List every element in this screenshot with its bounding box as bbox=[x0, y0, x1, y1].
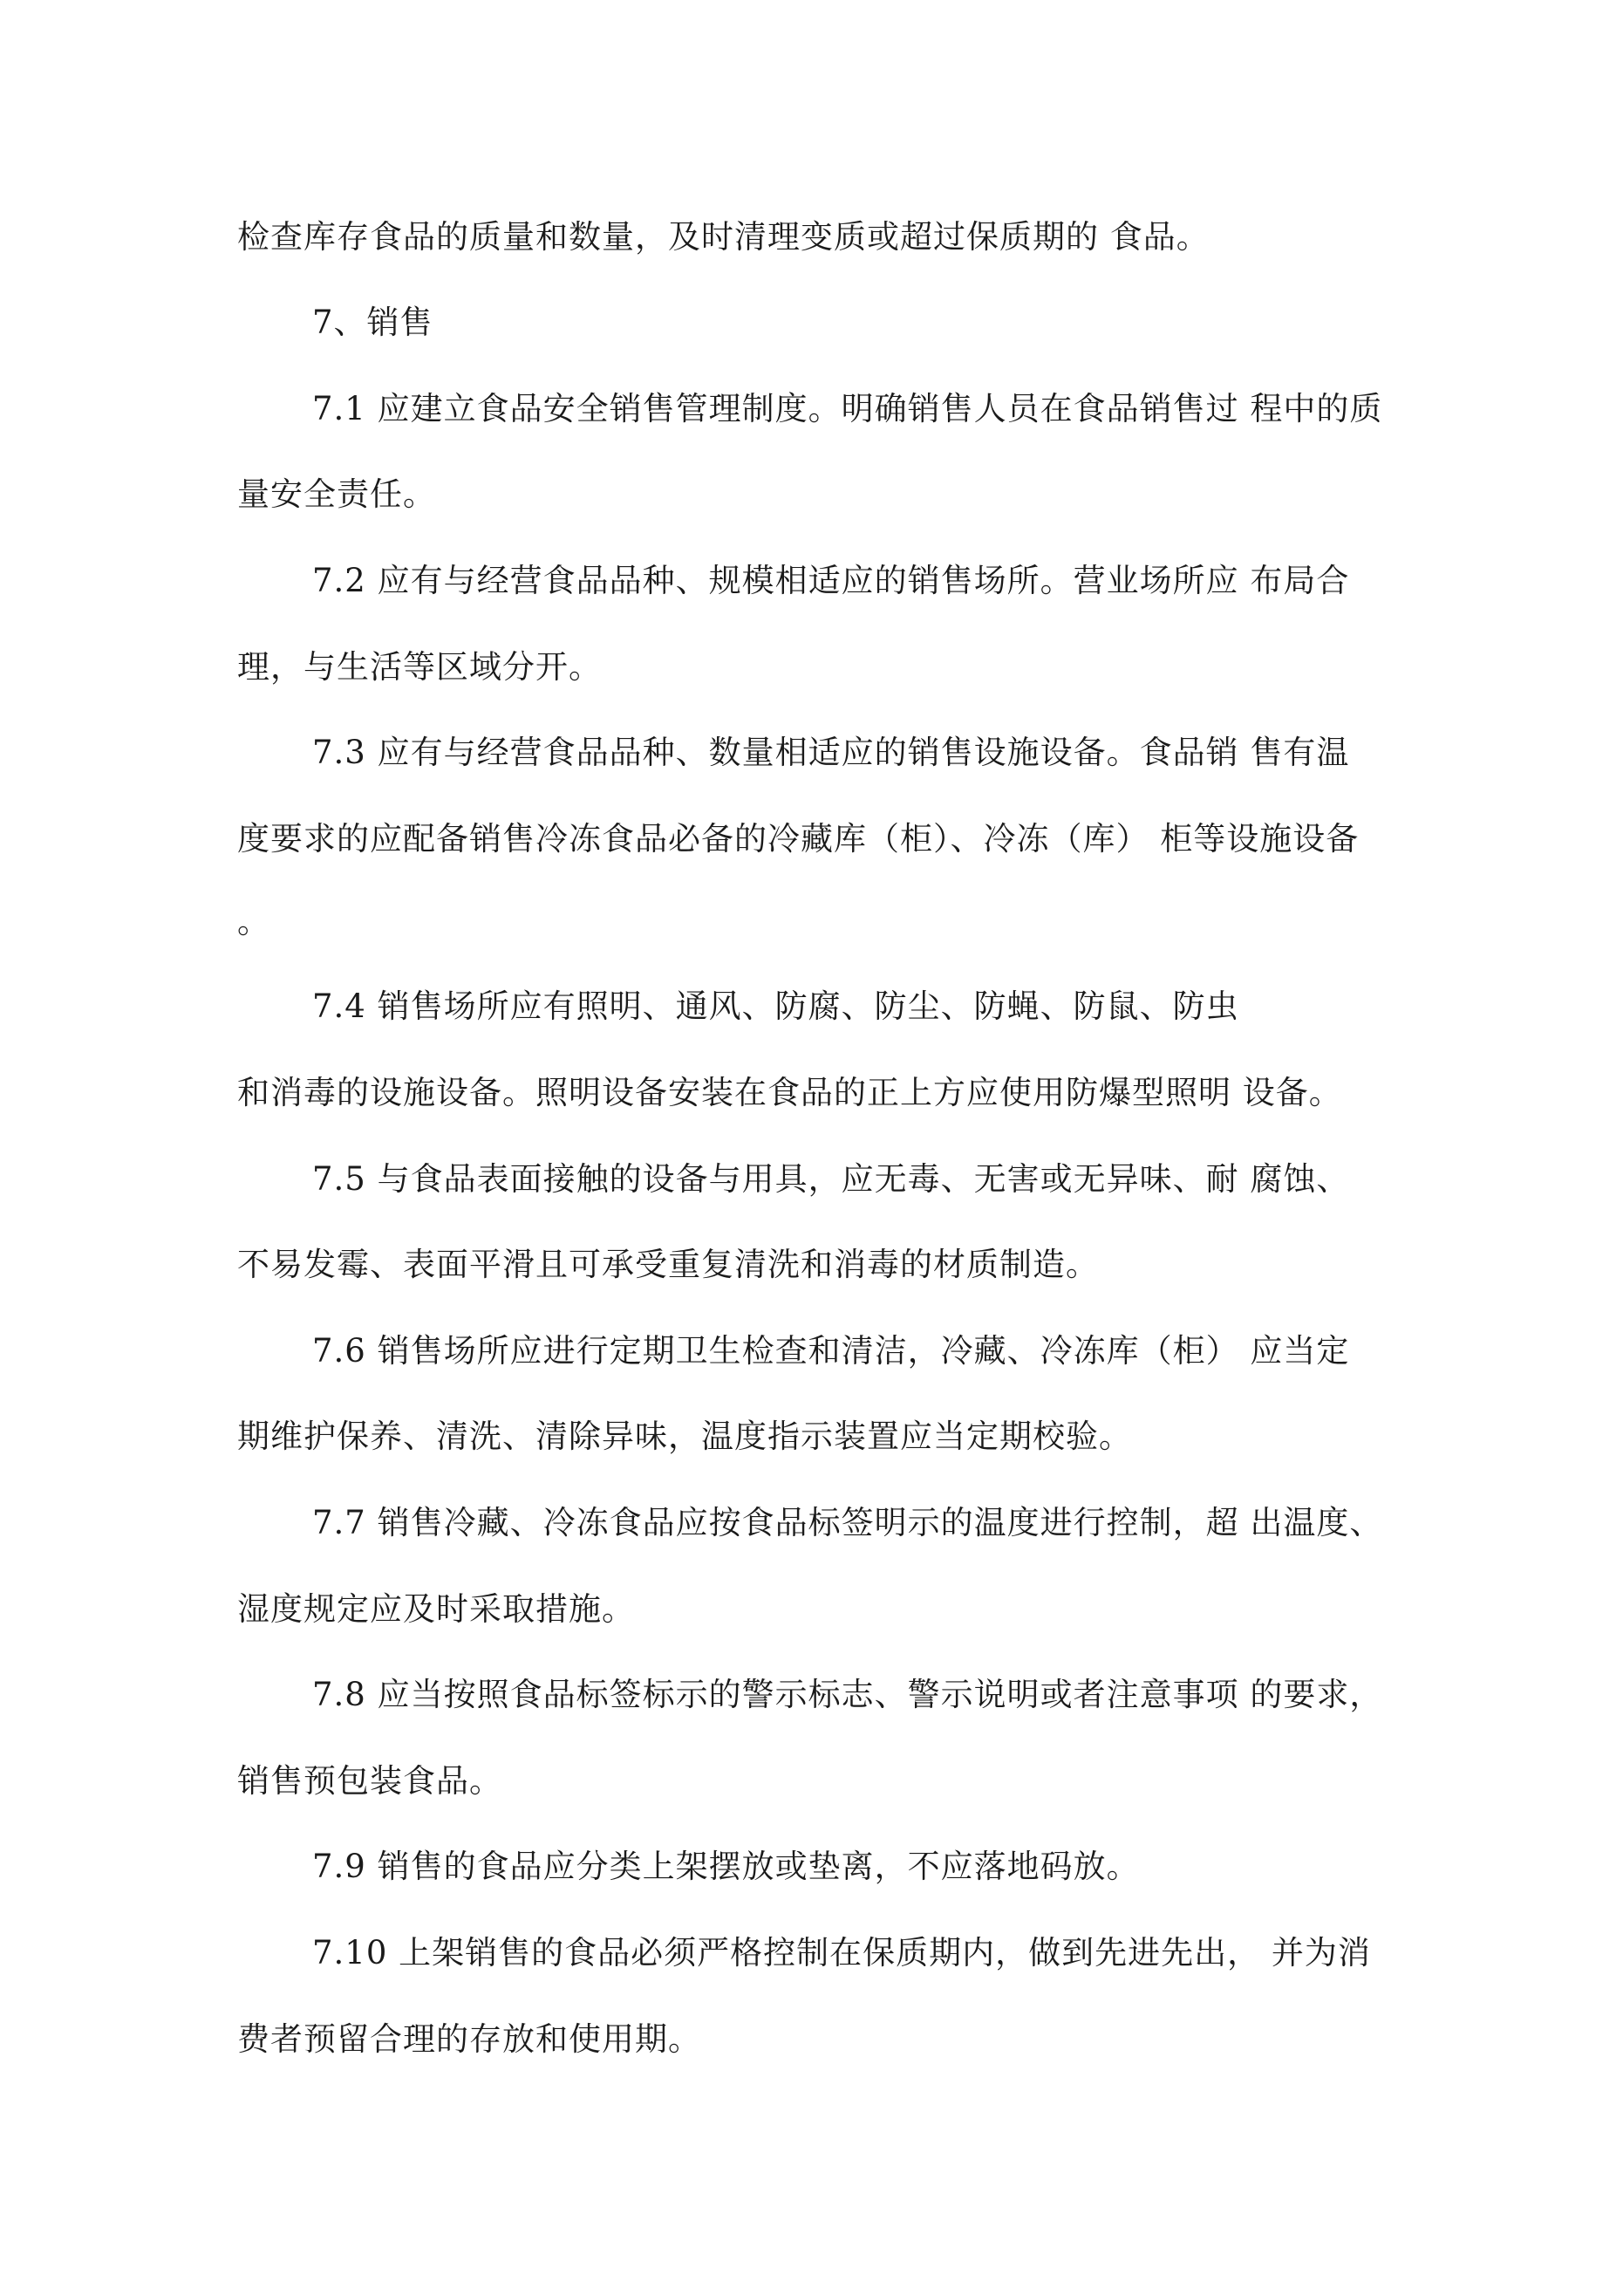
clause-7-3-line-2: 度要求的应配备销售冷冻食品必备的冷藏库（柜）、冷冻（库） 柜等设施设备 bbox=[237, 820, 1360, 858]
clause-7-10-line-1: 7.10 上架销售的食品必须严格控制在保质期内，做到先进先出， 并为消 bbox=[312, 1934, 1371, 1971]
clause-7-3-line-3: 。 bbox=[237, 903, 270, 940]
clause-7-4-line-2: 和消毒的设施设备。照明设备安装在食品的正上方应使用防爆型照明 设备。 bbox=[237, 1074, 1342, 1111]
clause-7-2-line-2: 理，与生活等区域分开。 bbox=[237, 648, 602, 686]
text-line-1: 检查库存食品的质量和数量，及时清理变质或超过保质期的 食品。 bbox=[237, 218, 1210, 256]
clause-7-5-line-2: 不易发霉、表面平滑且可承受重复清洗和消毒的材质制造。 bbox=[237, 1246, 1099, 1283]
section-heading-7: 7、销售 bbox=[312, 304, 433, 341]
clause-7-1-line-2: 量安全责任。 bbox=[237, 475, 436, 513]
clause-7-5-line-1: 7.5 与食品表面接触的设备与用具，应无毒、无害或无异味、耐 腐蚀、 bbox=[312, 1160, 1350, 1198]
clause-7-8-line-1: 7.8 应当按照食品标签标示的警示标志、警示说明或者注意事项 的要求， bbox=[312, 1676, 1383, 1713]
clause-7-1-line-1: 7.1 应建立食品安全销售管理制度。明确销售人员在食品销售过 程中的质 bbox=[312, 390, 1383, 427]
clause-7-6-line-1: 7.6 销售场所应进行定期卫生检查和清洁，冷藏、冷冻库（柜） 应当定 bbox=[312, 1332, 1350, 1370]
clause-7-3-line-1: 7.3 应有与经营食品品种、数量相适应的销售设施设备。食品销 售有温 bbox=[312, 734, 1350, 771]
clause-7-2-line-1: 7.2 应有与经营食品品种、规模相适应的销售场所。营业场所应 布局合 bbox=[312, 562, 1350, 599]
clause-7-4-line-1: 7.4 销售场所应有照明、通风、防腐、防尘、防蝇、防鼠、防虫 bbox=[312, 987, 1239, 1025]
clause-7-10-line-2: 费者预留合理的存放和使用期。 bbox=[237, 2020, 701, 2058]
clause-7-9-line-1: 7.9 销售的食品应分类上架摆放或垫离，不应落地码放。 bbox=[312, 1848, 1140, 1885]
clause-7-7-line-1: 7.7 销售冷藏、冷冻食品应按食品标签明示的温度进行控制，超 出温度、 bbox=[312, 1504, 1383, 1541]
clause-7-8-line-2: 销售预包装食品。 bbox=[237, 1762, 502, 1800]
clause-7-7-line-2: 湿度规定应及时采取措施。 bbox=[237, 1590, 635, 1628]
clause-7-6-line-2: 期维护保养、清洗、清除异味，温度指示装置应当定期校验。 bbox=[237, 1418, 1132, 1455]
